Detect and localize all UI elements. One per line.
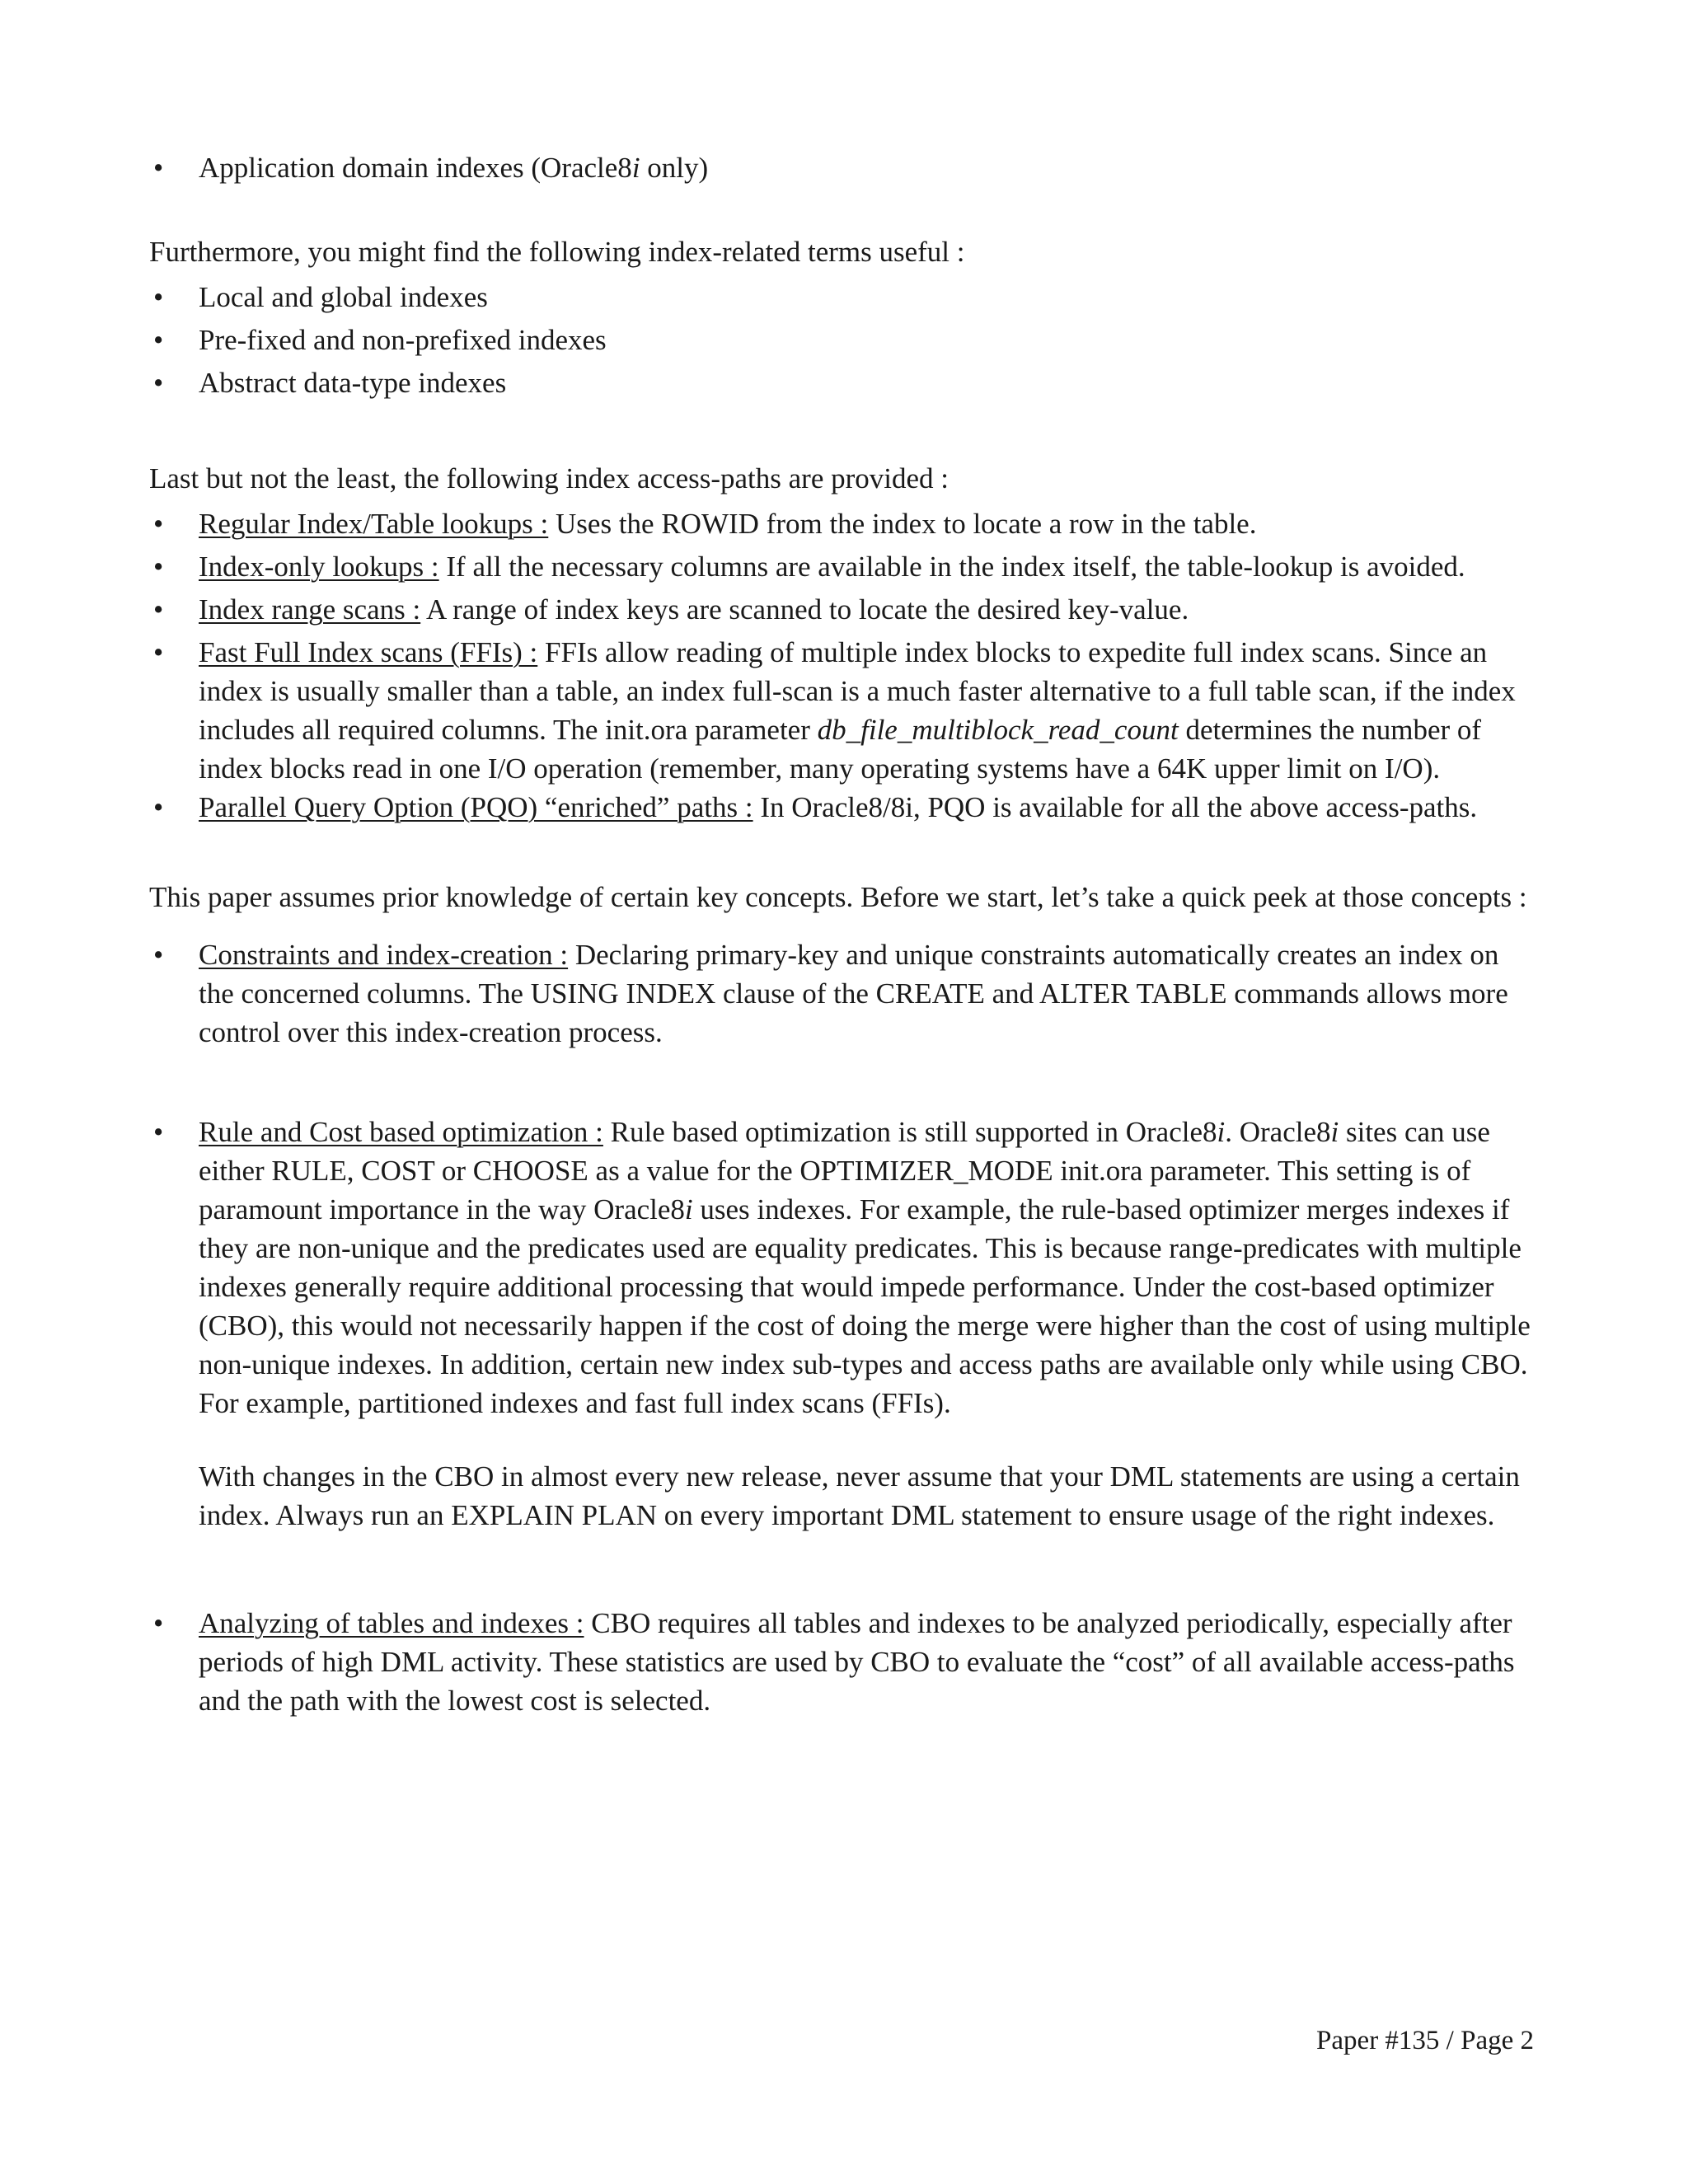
cbo-followup-paragraph: With changes in the CBO in almost every new release, never assume that your DML statements are using a certain index. Always run an EXPLAIN PLAN on every important DML statement to ensure usage of the right indexes. (199, 1460, 1520, 1531)
terms-list (149, 276, 1534, 405)
top-list (149, 148, 1534, 187)
list-item: • Local and global indexes (149, 276, 1534, 319)
term-label: Index-only lookups : (199, 551, 439, 583)
page-footer: Paper #135 / Page 2 (1316, 2026, 1534, 2055)
intro-paths: Last but not the least, the following index access-paths are provided : (149, 462, 950, 494)
list-item: • Regular Index/Table lookups : Uses the ROWID from the index to locate a row in the table. (149, 503, 1534, 546)
access-paths-list (149, 503, 1534, 827)
list-item: • Parallel Query Option (PQO) “enriched” paths : In Oracle8/8i, PQO is available for all the above access-paths. (149, 788, 1534, 827)
concepts-list-continued (149, 1604, 1534, 1720)
list-item: • Fast Full Index scans (FFIs) : FFIs allow reading of multiple index blocks to expedite full index scans. Since an index is usually smaller than a table, an index full-scan is a much faster alternative to a full table scan, if the index includes all required columns. The init.ora parameter db_file_multiblock_read_count determines the number of index blocks read in one I/O operation (remember, many operating systems have a 64K upper limit on I/O). (149, 633, 1534, 788)
term-label: Constraints and index-creation : (199, 939, 569, 971)
list-item: • Index-only lookups : If all the necessary columns are available in the index itself, the table-lookup is avoided. (149, 546, 1534, 588)
term-label: Index range scans : (199, 593, 421, 626)
term-label: Analyzing of tables and indexes : (199, 1607, 584, 1639)
list-item: • Index range scans : A range of index keys are scanned to locate the desired key-value. (149, 588, 1534, 631)
intro-terms: Furthermore, you might find the following index-related terms useful : (149, 236, 965, 268)
list-item: • Abstract data-type indexes (149, 362, 1534, 405)
list-item: • Rule and Cost based optimization : Rule based optimization is still supported in Oracle8i. Oracle8i sites can use either RULE, COST or CHOOSE as a value for the OPTIMIZER_MODE init.ora parameter. This setting is of paramount importance in the way Oracle8i uses indexes. For example, the rule-based optimizer merges indexes if they are non-unique and the predicates used are equality predicates. This is because range-predicates with multiple indexes generally require additional processing that would impede performance. Under the cost-based optimizer (CBO), this would not necessarily happen if the cost of doing the merge were higher than the cost of using multiple non-unique indexes. In addition, certain new index sub-types and access paths are available only while using CBO. For example, partitioned indexes and fast full index scans (FFIs). (149, 1113, 1534, 1422)
term-label: Parallel Query Option (PQO) “enriched” paths : (199, 791, 753, 823)
intro-concepts: This paper assumes prior knowledge of certain key concepts. Before we start, let’s take a quick peek at those concepts : (149, 881, 1527, 913)
list-item: • Constraints and index-creation : Declaring primary-key and unique constraints automatically creates an index on the concerned columns. The USING INDEX clause of the CREATE and ALTER TABLE commands allows more control over this index-creation process. (149, 935, 1534, 1052)
param-name: db_file_multiblock_read_count (817, 714, 1179, 746)
list-item: • Pre-fixed and non-prefixed indexes (149, 319, 1534, 362)
list-item: • Application domain indexes (Oracle8i only) (149, 148, 1534, 187)
list-item: • Analyzing of tables and indexes : CBO requires all tables and indexes to be analyzed periodically, especially after periods of high DML activity. These statistics are used by CBO to evaluate the “cost” of all available access-paths and the path with the lowest cost is selected. (149, 1604, 1534, 1720)
term-label: Regular Index/Table lookups : (199, 508, 549, 540)
term-label: Fast Full Index scans (FFIs) : (199, 636, 538, 668)
page-content (149, 148, 1534, 1720)
term-label: Rule and Cost based optimization : (199, 1116, 603, 1148)
concepts-list (149, 935, 1534, 1422)
